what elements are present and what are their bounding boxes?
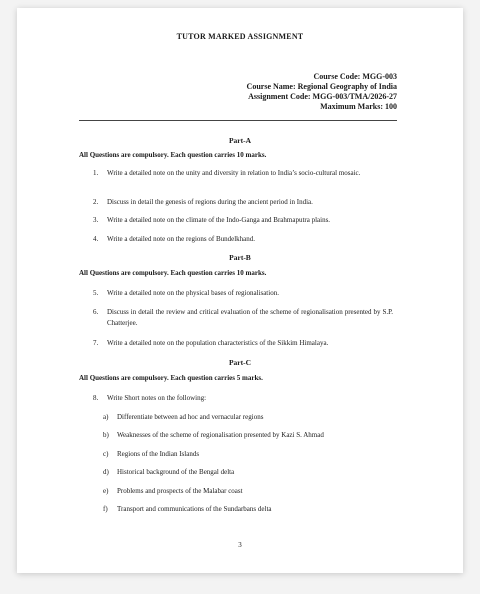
subitem-letter: c) xyxy=(103,450,109,458)
subitem-text: Transport and communications of the Sundarbans delta xyxy=(117,505,272,513)
subitem-e xyxy=(103,486,393,497)
question-number: 3. xyxy=(93,216,99,224)
question-3 xyxy=(93,215,393,226)
maximum-marks: Maximum Marks: 100 xyxy=(320,102,397,111)
question-text: Write a detailed note on the regions of Bundelkhand. xyxy=(107,235,256,243)
part-c-heading: Part-C xyxy=(228,358,252,367)
question-7 xyxy=(93,338,393,349)
question-number: 7. xyxy=(93,339,99,347)
document-page xyxy=(17,8,463,573)
question-4 xyxy=(93,234,393,245)
subitem-f xyxy=(103,504,393,515)
header-divider xyxy=(79,120,397,121)
question-text: Write a detailed note on the physical bases of regionalisation. xyxy=(107,289,279,297)
question-text: Write a detailed note on the population characteristics of the Sikkim Himalaya. xyxy=(107,339,329,347)
question-number: 5. xyxy=(93,289,99,297)
question-5 xyxy=(93,288,393,299)
subitem-text: Differentiate between ad hoc and vernacular regions xyxy=(117,413,264,421)
question-text: Write a detailed note on the unity and diversity in relation to India’s socio-cultural mosaic. xyxy=(107,169,361,177)
subitem-c xyxy=(103,449,393,460)
part-c-instruction: All Questions are compulsory. Each question carries 5 marks. xyxy=(79,374,263,382)
subitem-text: Weaknesses of the scheme of regionalisation presented by Kazi S. Ahmad xyxy=(117,431,324,439)
subitem-text: Historical background of the Bengal delta xyxy=(117,468,235,476)
question-2 xyxy=(93,197,393,208)
part-a-heading: Part-A xyxy=(228,136,252,145)
question-number: 4. xyxy=(93,235,99,243)
question-number: 6. xyxy=(93,308,99,316)
question-8 xyxy=(93,393,393,404)
part-b-instruction: All Questions are compulsory. Each question carries 10 marks. xyxy=(79,269,267,277)
question-6 xyxy=(93,307,393,329)
subitem-letter: d) xyxy=(103,468,109,476)
question-text: Write a detailed note on the climate of the Indo-Ganga and Brahmaputra plains. xyxy=(107,216,331,224)
course-name: Course Name: Regional Geography of India xyxy=(246,82,397,91)
question-1 xyxy=(93,168,393,190)
part-a-instruction: All Questions are compulsory. Each question carries 10 marks. xyxy=(79,151,267,159)
course-details xyxy=(247,72,397,112)
page-number: 3 xyxy=(238,541,242,549)
assignment-code: Assignment Code: MGG-003/TMA/2026-27 xyxy=(248,92,397,101)
subitem-text: Regions of the Indian Islands xyxy=(117,450,200,458)
question-text: Write Short notes on the following: xyxy=(107,394,207,402)
document-title: TUTOR MARKED ASSIGNMENT xyxy=(176,32,304,41)
subitem-letter: f) xyxy=(103,505,108,513)
subitem-letter: a) xyxy=(103,413,109,421)
question-number: 8. xyxy=(93,394,99,402)
question-text: Discuss in detail the genesis of regions during the ancient period in India. xyxy=(107,198,313,206)
subitem-text: Problems and prospects of the Malabar coast xyxy=(117,487,243,495)
subitem-letter: b) xyxy=(103,431,109,439)
subitem-b xyxy=(103,430,393,441)
question-number: 2. xyxy=(93,198,99,206)
subitem-letter: e) xyxy=(103,487,109,495)
course-code: Course Code: MGG-003 xyxy=(313,72,397,81)
subitem-d xyxy=(103,467,393,478)
subitem-a xyxy=(103,412,393,423)
question-text: Discuss in detail the review and critical evaluation of the scheme of regionalisation presented by S.P. Chatterjee. xyxy=(107,308,393,327)
part-b-heading: Part-B xyxy=(229,253,251,262)
question-number: 1. xyxy=(93,169,99,177)
